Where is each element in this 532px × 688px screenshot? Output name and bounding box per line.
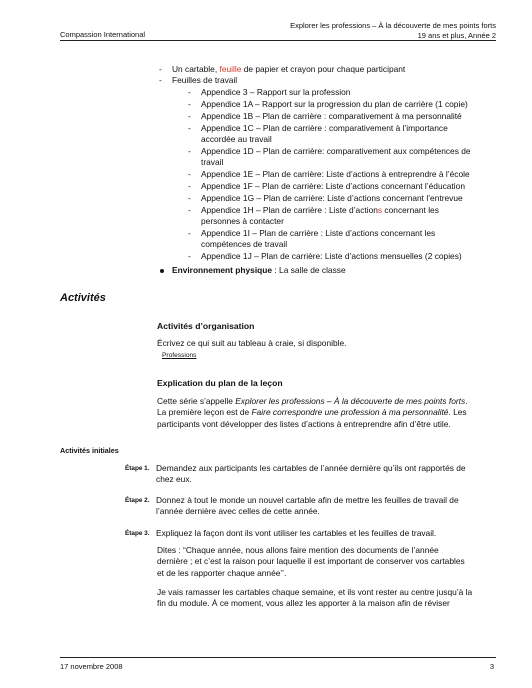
- step-label: Étape 3.: [125, 530, 150, 537]
- appendix-item: - Appendice 1D – Plan de carrière: comparativement aux compétences de travail: [188, 146, 471, 167]
- subheading-plan: Explication du plan de la leçon: [157, 378, 283, 388]
- footer-divider: [60, 657, 496, 658]
- appendix-item: - Appendice 1C – Plan de carrière : comparativement à l’importance accordée au travail: [188, 123, 448, 144]
- appendix-item: - Appendice 1E – Plan de carrière: Liste d’actions à entreprendre à l’école: [188, 169, 470, 179]
- step-text: Demandez aux participants les cartables de l’année dernière qu’ils ont rapportés de chez eux.: [156, 463, 466, 485]
- organisation-text: Écrivez ce qui suit au tableau à craie, si disponible.: [157, 338, 347, 348]
- materials-worksheets-item: - Feuilles de travail: [159, 75, 238, 85]
- appendix-item: - Appendice 1I – Plan de carrière : Liste d’actions concernant les compétences de travail: [188, 228, 436, 249]
- header-title-block: [290, 21, 496, 40]
- appendix-item: - Appendice 1A – Rapport sur la progression du plan de carrière (1 copie): [188, 99, 468, 109]
- board-word: Professions: [162, 352, 197, 359]
- header-org: Compassion International: [60, 30, 146, 39]
- step-label: Étape 2.: [125, 497, 150, 504]
- subheading-organisation: Activités d’organisation: [157, 321, 255, 331]
- header-subtitle: 19 ans et plus, Année 2: [417, 30, 496, 40]
- appendix-item: - Appendice 1B – Plan de carrière : comparativement à ma personnalité: [188, 111, 462, 121]
- page-number: 3: [489, 662, 494, 671]
- plan-paragraph: Cette série s’appelle Explorer les professions – À la découverte de mes points forts. La première leçon est de Faire correspondre une profession à ma personnalité. Les participants vont développer des listes d’actions à entreprendre afin d’être utile.: [157, 396, 468, 429]
- dash-bullet: -: [159, 64, 162, 74]
- appendix-item: - Appendice 3 – Rapport sur la profession: [188, 87, 351, 97]
- appendix-item: - Appendice 1J – Plan de carrière: Liste d’actions mensuelles (2 copies): [188, 251, 462, 261]
- dash-bullet: -: [159, 75, 162, 85]
- final-paragraph: Je vais ramasser les cartables chaque semaine, et ils vont rester au centre jusqu’à la fin du module. À ce moment, vous allez les apporter à la maison afin de réviser: [157, 587, 473, 609]
- step-text: Donnez à tout le monde un nouvel cartable afin de mettre les feuilles de travail de l’année dernière avec celles de cette année.: [156, 495, 459, 517]
- step-label: Étape 1.: [125, 465, 150, 472]
- section-title-activities: Activités: [60, 292, 106, 304]
- footer-date: 17 novembre 2008: [60, 662, 123, 671]
- section-title-initial: Activités initiales: [60, 446, 119, 455]
- materials-binder-item: - Un cartable, feuille de papier et crayon pour chaque participant: [159, 64, 406, 74]
- header-title: Explorer les professions – À la découverte de mes points forts: [290, 21, 496, 30]
- header-divider: [60, 40, 496, 41]
- environment-item: Environnement physique : La salle de classe: [172, 265, 346, 275]
- highlight-word: feuille: [219, 64, 242, 74]
- appendix-item: - Appendice 1G – Plan de carrière: Liste d’actions concernant l’entrevue: [188, 193, 463, 203]
- appendix-item: - Appendice 1H – Plan de carrière : Liste d’actions concernant les personnes à contacter: [188, 205, 439, 226]
- bullet-dot: [160, 269, 164, 273]
- quote-paragraph: Dites : “Chaque année, nous allons faire mention des documents de l’année dernière ; et c’est la raison pour laquelle il est important de conserver vos cartables et de les rapporter chaque année’’.: [157, 545, 465, 578]
- step-text: Expliquez la façon dont ils vont utiliser les cartables et les feuilles de travail.: [156, 528, 437, 538]
- appendix-item: - Appendice 1F – Plan de carrière: Liste d’actions concernant l’éducation: [188, 181, 465, 191]
